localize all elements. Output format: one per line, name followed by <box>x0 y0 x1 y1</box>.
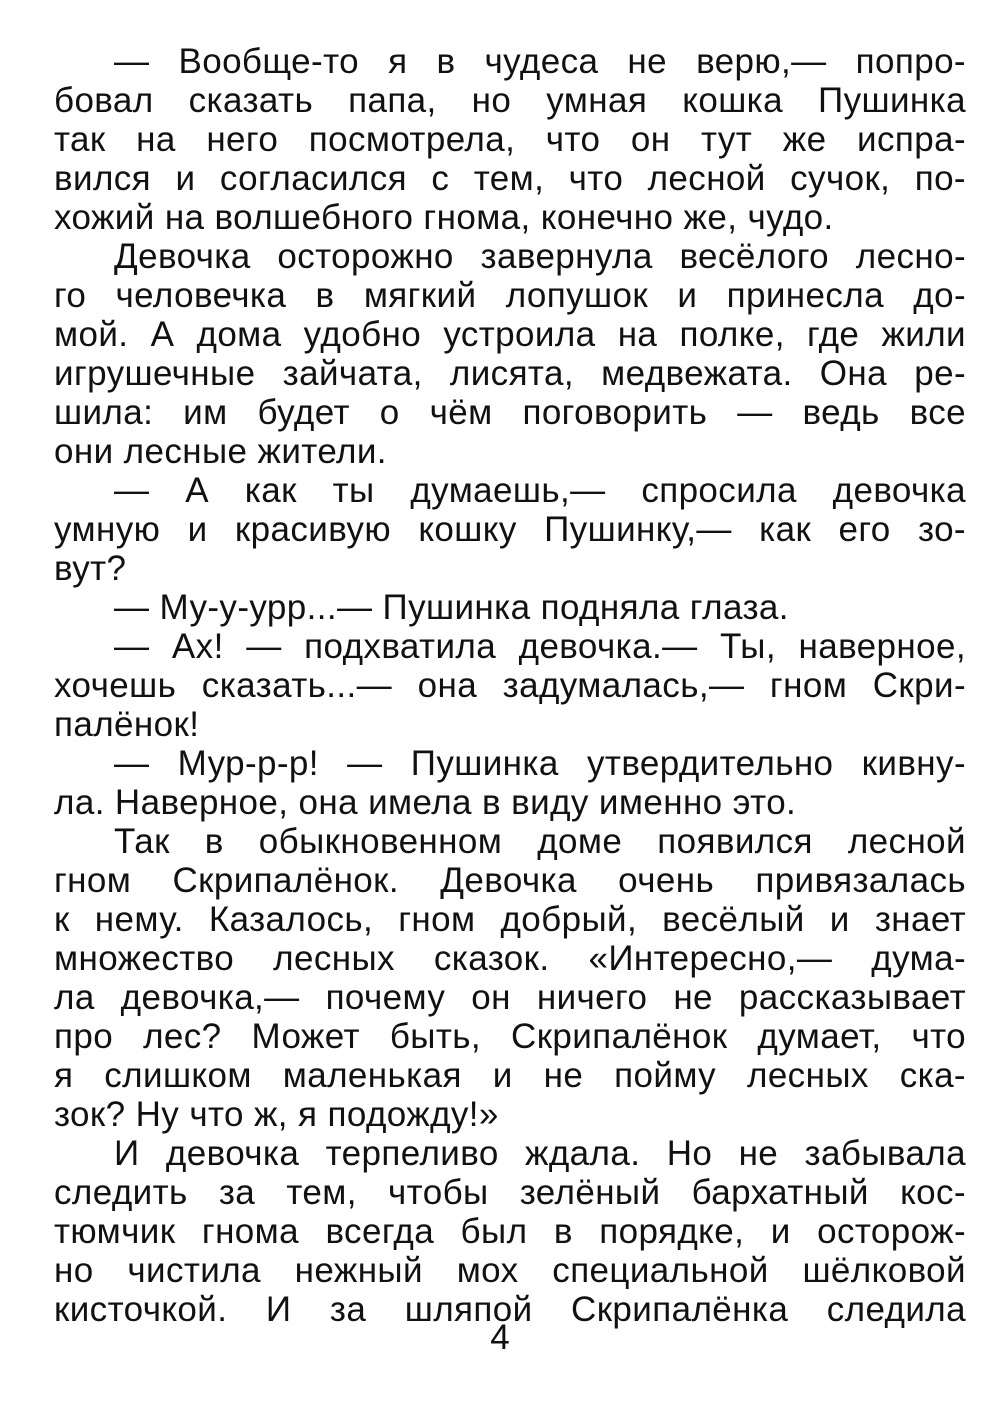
text-line: палёнок! <box>54 705 200 744</box>
text-line: — А как ты думаешь,— спросила девочка <box>114 471 966 510</box>
text-line: так на него посмотрела, что он тут же испра- <box>54 120 966 159</box>
text-line: вут? <box>54 549 127 588</box>
text-line: Девочка осторожно завернула весёлого лесно- <box>114 237 966 276</box>
text-line: множество лесных сказок. «Интересно,— дума- <box>54 939 966 978</box>
text-line: они лесные жители. <box>54 432 387 471</box>
text-line: я слишком маленькая и не пойму лесных ска- <box>54 1056 966 1095</box>
text-line: но чистила нежный мох специальной шёлковой <box>54 1251 966 1290</box>
text-line: — Му-у-урр...— Пушинка подняла глаза. <box>114 588 789 627</box>
text-line: бовал сказать папа, но умная кошка Пушинка <box>54 81 966 120</box>
text-line: шила: им будет о чём поговорить — ведь все <box>54 393 966 432</box>
text-line: следить за тем, чтобы зелёный бархатный кос- <box>54 1173 966 1212</box>
text-line: Так в обыкновенном доме появился лесной <box>114 822 966 861</box>
text-line: кисточкой. И за шляпой Скрипалёнка следила <box>54 1290 966 1329</box>
text-line: ла. Наверное, она имела в виду именно это. <box>54 783 797 822</box>
text-line: про лес? Может быть, Скрипалёнок думает, что <box>54 1017 966 1056</box>
text-line: гном Скрипалёнок. Девочка очень привязалась <box>54 861 966 900</box>
text-line: — Мур-р-р! — Пушинка утвердительно кивну- <box>114 744 966 783</box>
text-line: тюмчик гнома всегда был в порядке, и осторож- <box>54 1212 966 1251</box>
text-line: го человечка в мягкий лопушок и принесла до- <box>54 276 966 315</box>
text-line: к нему. Казалось, гном добрый, весёлый и знает <box>54 900 966 939</box>
text-line: мой. А дома удобно устроила на полке, где жили <box>54 315 966 354</box>
text-line: зок? Ну что ж, я подожду!» <box>54 1095 499 1134</box>
text-line: ла девочка,— почему он ничего не рассказывает <box>54 978 966 1017</box>
text-line: хочешь сказать...— она задумалась,— гном Скри- <box>54 666 966 705</box>
text-line: вился и согласился с тем, что лесной сучок, по- <box>54 159 966 198</box>
text-line: — Ах! — подхватила девочка.— Ты, наверное, <box>114 627 966 666</box>
text-line: — Вообще-то я в чудеса не верю,— попро- <box>114 42 966 81</box>
page-number: 4 <box>490 1318 510 1357</box>
text-line: игрушечные зайчата, лисята, медвежата. Она ре- <box>54 354 966 393</box>
text-line: умную и красивую кошку Пушинку,— как его зо- <box>54 510 966 549</box>
text-line: хожий на волшебного гнома, конечно же, чудо. <box>54 198 834 237</box>
text-line: И девочка терпеливо ждала. Но не забывала <box>114 1134 966 1173</box>
